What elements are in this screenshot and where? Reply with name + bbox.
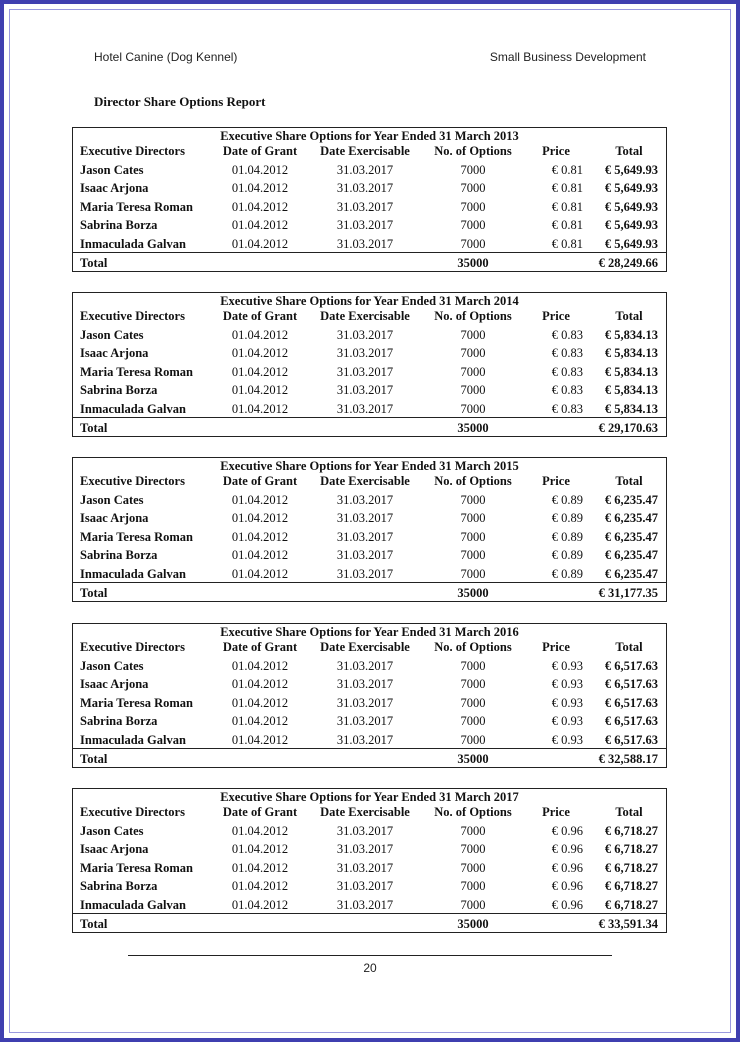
- cell-exercisable: 31.03.2017: [336, 181, 394, 195]
- cell-name: Sabrina Borza: [80, 218, 158, 232]
- cell-price: € 0.89: [551, 548, 583, 562]
- cell-options: 7000: [460, 163, 486, 177]
- cell-total: € 6,718.27: [604, 824, 658, 838]
- header-right: Small Business Development: [489, 50, 646, 64]
- cell-total: € 6,718.27: [604, 861, 658, 875]
- cell-price: € 0.81: [551, 163, 583, 177]
- column-header: No. of Options: [434, 309, 512, 323]
- cell-grant: 01.04.2012: [231, 346, 289, 360]
- cell-grant: 01.04.2012: [231, 530, 289, 544]
- cell-grant: 01.04.2012: [231, 493, 289, 507]
- cell-total: € 6,517.63: [604, 677, 658, 691]
- table-row: [73, 676, 666, 692]
- total-label: Total: [80, 421, 108, 435]
- table-caption-row: [73, 128, 666, 144]
- total-divider: [73, 748, 666, 749]
- cell-name: Sabrina Borza: [80, 714, 158, 728]
- column-header: Executive Directors: [80, 640, 185, 654]
- table-header-row: [73, 804, 666, 820]
- cell-name: Isaac Arjona: [80, 181, 149, 195]
- cell-total: € 6,235.47: [604, 530, 658, 544]
- cell-exercisable: 31.03.2017: [336, 530, 394, 544]
- cell-grant: 01.04.2012: [231, 714, 289, 728]
- cell-exercisable: 31.03.2017: [336, 824, 394, 838]
- cell-total: € 6,718.27: [604, 879, 658, 893]
- cell-price: € 0.83: [551, 383, 583, 397]
- total-divider: [73, 913, 666, 914]
- cell-total: € 5,834.13: [604, 346, 658, 360]
- column-header: Total: [615, 474, 643, 488]
- table-row: [73, 382, 666, 398]
- table-row: [73, 878, 666, 894]
- table-row: [73, 492, 666, 508]
- cell-exercisable: 31.03.2017: [336, 567, 394, 581]
- column-header: Total: [615, 640, 643, 654]
- cell-price: € 0.83: [551, 402, 583, 416]
- cell-name: Inmaculada Galvan: [80, 237, 186, 251]
- cell-name: Jason Cates: [80, 493, 144, 507]
- table-row: [73, 364, 666, 380]
- cell-exercisable: 31.03.2017: [336, 696, 394, 710]
- cell-exercisable: 31.03.2017: [336, 383, 394, 397]
- total-divider: [73, 417, 666, 418]
- cell-exercisable: 31.03.2017: [336, 346, 394, 360]
- cell-name: Inmaculada Galvan: [80, 898, 186, 912]
- total-options: 35000: [457, 586, 489, 600]
- cell-options: 7000: [460, 714, 486, 728]
- column-header: Price: [542, 144, 570, 158]
- table-row: [73, 510, 666, 526]
- cell-grant: 01.04.2012: [231, 898, 289, 912]
- cell-total: € 5,834.13: [604, 383, 658, 397]
- table-header-row: [73, 639, 666, 655]
- total-options: 35000: [457, 752, 489, 766]
- cell-price: € 0.96: [551, 861, 583, 875]
- cell-name: Isaac Arjona: [80, 346, 149, 360]
- cell-options: 7000: [460, 237, 486, 251]
- cell-price: € 0.93: [551, 677, 583, 691]
- cell-options: 7000: [460, 677, 486, 691]
- cell-price: € 0.89: [551, 493, 583, 507]
- cell-total: € 5,649.93: [604, 163, 658, 177]
- total-amount: € 28,249.66: [598, 256, 658, 270]
- cell-total: € 6,718.27: [604, 898, 658, 912]
- cell-options: 7000: [460, 493, 486, 507]
- table-caption-row: [73, 624, 666, 640]
- cell-options: 7000: [460, 181, 486, 195]
- cell-name: Jason Cates: [80, 659, 144, 673]
- cell-options: 7000: [460, 879, 486, 893]
- cell-grant: 01.04.2012: [231, 879, 289, 893]
- cell-name: Maria Teresa Roman: [80, 365, 193, 379]
- total-label: Total: [80, 752, 108, 766]
- cell-options: 7000: [460, 898, 486, 912]
- cell-grant: 01.04.2012: [231, 511, 289, 525]
- cell-options: 7000: [460, 861, 486, 875]
- column-header: Price: [542, 309, 570, 323]
- column-header: Price: [542, 640, 570, 654]
- table-caption: Executive Share Options for Year Ended 31 March 2015: [220, 459, 519, 473]
- report-title: Director Share Options Report: [94, 94, 266, 109]
- cell-exercisable: 31.03.2017: [336, 511, 394, 525]
- cell-grant: 01.04.2012: [231, 237, 289, 251]
- table-row: [73, 841, 666, 857]
- cell-total: € 6,235.47: [604, 493, 658, 507]
- footer-divider: [128, 955, 612, 956]
- total-divider: [73, 252, 666, 253]
- cell-name: Maria Teresa Roman: [80, 530, 193, 544]
- cell-price: € 0.93: [551, 659, 583, 673]
- column-header: Executive Directors: [80, 805, 185, 819]
- cell-name: Isaac Arjona: [80, 511, 149, 525]
- cell-name: Jason Cates: [80, 328, 144, 342]
- cell-total: € 6,235.47: [604, 548, 658, 562]
- cell-price: € 0.81: [551, 218, 583, 232]
- table-row: [73, 236, 666, 252]
- cell-exercisable: 31.03.2017: [336, 365, 394, 379]
- table-total-row: [73, 751, 666, 767]
- cell-exercisable: 31.03.2017: [336, 898, 394, 912]
- cell-total: € 6,517.63: [604, 733, 658, 747]
- cell-price: € 0.83: [551, 328, 583, 342]
- cell-price: € 0.83: [551, 346, 583, 360]
- column-header: No. of Options: [434, 474, 512, 488]
- cell-options: 7000: [460, 402, 486, 416]
- cell-total: € 6,517.63: [604, 696, 658, 710]
- cell-price: € 0.93: [551, 714, 583, 728]
- cell-name: Inmaculada Galvan: [80, 567, 186, 581]
- table-row: [73, 823, 666, 839]
- cell-options: 7000: [460, 548, 486, 562]
- cell-grant: 01.04.2012: [231, 163, 289, 177]
- table-row: [73, 217, 666, 233]
- cell-exercisable: 31.03.2017: [336, 714, 394, 728]
- cell-total: € 5,649.93: [604, 218, 658, 232]
- table-row: [73, 566, 666, 582]
- table-total-row: [73, 420, 666, 436]
- table-caption: Executive Share Options for Year Ended 31 March 2013: [220, 129, 519, 143]
- cell-options: 7000: [460, 346, 486, 360]
- table-caption: Executive Share Options for Year Ended 31 March 2014: [220, 294, 519, 308]
- table-row: [73, 327, 666, 343]
- table-caption-row: [73, 789, 666, 805]
- cell-exercisable: 31.03.2017: [336, 659, 394, 673]
- cell-options: 7000: [460, 218, 486, 232]
- column-header: Price: [542, 805, 570, 819]
- table-caption-row: [73, 458, 666, 474]
- column-header: No. of Options: [434, 640, 512, 654]
- cell-name: Jason Cates: [80, 824, 144, 838]
- cell-total: € 6,517.63: [604, 714, 658, 728]
- cell-grant: 01.04.2012: [231, 548, 289, 562]
- cell-name: Sabrina Borza: [80, 383, 158, 397]
- cell-grant: 01.04.2012: [231, 365, 289, 379]
- column-header: Total: [615, 144, 643, 158]
- cell-grant: 01.04.2012: [231, 383, 289, 397]
- share-options-table: [72, 457, 667, 602]
- total-label: Total: [80, 917, 108, 931]
- column-header: Date of Grant: [222, 805, 298, 819]
- table-row: [73, 162, 666, 178]
- table-row: [73, 732, 666, 748]
- cell-exercisable: 31.03.2017: [336, 677, 394, 691]
- share-options-table: [72, 623, 667, 768]
- cell-options: 7000: [460, 365, 486, 379]
- table-row: [73, 713, 666, 729]
- cell-price: € 0.89: [551, 511, 583, 525]
- table-header-row: [73, 308, 666, 324]
- cell-exercisable: 31.03.2017: [336, 218, 394, 232]
- cell-total: € 5,649.93: [604, 200, 658, 214]
- page-number: 20: [363, 961, 377, 975]
- table-row: [73, 658, 666, 674]
- cell-options: 7000: [460, 824, 486, 838]
- cell-price: € 0.96: [551, 842, 583, 856]
- cell-options: 7000: [460, 383, 486, 397]
- cell-price: € 0.81: [551, 200, 583, 214]
- table-total-row: [73, 916, 666, 932]
- table-row: [73, 695, 666, 711]
- column-header: Total: [615, 309, 643, 323]
- cell-options: 7000: [460, 733, 486, 747]
- cell-grant: 01.04.2012: [231, 842, 289, 856]
- table-caption: Executive Share Options for Year Ended 31 March 2017: [220, 790, 519, 804]
- cell-grant: 01.04.2012: [231, 402, 289, 416]
- cell-price: € 0.93: [551, 696, 583, 710]
- column-header: Price: [542, 474, 570, 488]
- cell-options: 7000: [460, 842, 486, 856]
- total-options: 35000: [457, 421, 489, 435]
- cell-price: € 0.83: [551, 365, 583, 379]
- cell-name: Sabrina Borza: [80, 879, 158, 893]
- table-total-row: [73, 255, 666, 271]
- cell-total: € 6,235.47: [604, 567, 658, 581]
- cell-price: € 0.81: [551, 237, 583, 251]
- cell-total: € 5,834.13: [604, 365, 658, 379]
- total-options: 35000: [457, 256, 489, 270]
- cell-name: Maria Teresa Roman: [80, 861, 193, 875]
- share-options-table: [72, 788, 667, 933]
- table-header-row: [73, 473, 666, 489]
- cell-grant: 01.04.2012: [231, 218, 289, 232]
- table-row: [73, 180, 666, 196]
- cell-exercisable: 31.03.2017: [336, 733, 394, 747]
- column-header: Date of Grant: [222, 309, 298, 323]
- cell-price: € 0.89: [551, 530, 583, 544]
- column-header: Date Exercisable: [320, 805, 410, 819]
- column-header: Date Exercisable: [320, 309, 410, 323]
- share-options-table: [72, 292, 667, 437]
- table-header-row: [73, 143, 666, 159]
- table-row: [73, 897, 666, 913]
- cell-name: Inmaculada Galvan: [80, 402, 186, 416]
- cell-total: € 5,834.13: [604, 402, 658, 416]
- table-total-row: [73, 585, 666, 601]
- total-amount: € 32,588.17: [598, 752, 658, 766]
- cell-total: € 5,834.13: [604, 328, 658, 342]
- cell-total: € 5,649.93: [604, 181, 658, 195]
- cell-options: 7000: [460, 511, 486, 525]
- cell-price: € 0.81: [551, 181, 583, 195]
- cell-grant: 01.04.2012: [231, 328, 289, 342]
- cell-name: Jason Cates: [80, 163, 144, 177]
- total-label: Total: [80, 256, 108, 270]
- cell-total: € 6,235.47: [604, 511, 658, 525]
- cell-exercisable: 31.03.2017: [336, 548, 394, 562]
- cell-exercisable: 31.03.2017: [336, 879, 394, 893]
- cell-name: Maria Teresa Roman: [80, 696, 193, 710]
- cell-price: € 0.96: [551, 824, 583, 838]
- cell-grant: 01.04.2012: [231, 677, 289, 691]
- total-options: 35000: [457, 917, 489, 931]
- cell-price: € 0.93: [551, 733, 583, 747]
- cell-price: € 0.89: [551, 567, 583, 581]
- table-row: [73, 860, 666, 876]
- total-amount: € 29,170.63: [598, 421, 658, 435]
- total-divider: [73, 582, 666, 583]
- column-header: Total: [615, 805, 643, 819]
- column-header: Date of Grant: [222, 640, 298, 654]
- cell-options: 7000: [460, 200, 486, 214]
- cell-exercisable: 31.03.2017: [336, 328, 394, 342]
- cell-options: 7000: [460, 328, 486, 342]
- cell-grant: 01.04.2012: [231, 200, 289, 214]
- cell-exercisable: 31.03.2017: [336, 861, 394, 875]
- cell-options: 7000: [460, 696, 486, 710]
- cell-name: Inmaculada Galvan: [80, 733, 186, 747]
- column-header: Executive Directors: [80, 309, 185, 323]
- table-row: [73, 401, 666, 417]
- total-label: Total: [80, 586, 108, 600]
- cell-exercisable: 31.03.2017: [336, 493, 394, 507]
- cell-name: Maria Teresa Roman: [80, 200, 193, 214]
- cell-total: € 5,649.93: [604, 237, 658, 251]
- cell-grant: 01.04.2012: [231, 824, 289, 838]
- cell-options: 7000: [460, 659, 486, 673]
- cell-exercisable: 31.03.2017: [336, 842, 394, 856]
- cell-name: Sabrina Borza: [80, 548, 158, 562]
- table-caption-row: [73, 293, 666, 309]
- cell-price: € 0.96: [551, 879, 583, 893]
- table-caption: Executive Share Options for Year Ended 31 March 2016: [220, 625, 519, 639]
- cell-name: Isaac Arjona: [80, 842, 149, 856]
- cell-exercisable: 31.03.2017: [336, 402, 394, 416]
- column-header: Date of Grant: [222, 144, 298, 158]
- cell-total: € 6,718.27: [604, 842, 658, 856]
- cell-name: Isaac Arjona: [80, 677, 149, 691]
- cell-exercisable: 31.03.2017: [336, 200, 394, 214]
- cell-grant: 01.04.2012: [231, 733, 289, 747]
- column-header: Executive Directors: [80, 474, 185, 488]
- cell-grant: 01.04.2012: [231, 659, 289, 673]
- cell-exercisable: 31.03.2017: [336, 237, 394, 251]
- table-row: [73, 547, 666, 563]
- cell-total: € 6,517.63: [604, 659, 658, 673]
- column-header: Executive Directors: [80, 144, 185, 158]
- total-amount: € 33,591.34: [598, 917, 658, 931]
- table-row: [73, 199, 666, 215]
- column-header: No. of Options: [434, 805, 512, 819]
- cell-grant: 01.04.2012: [231, 567, 289, 581]
- cell-exercisable: 31.03.2017: [336, 163, 394, 177]
- column-header: Date Exercisable: [320, 640, 410, 654]
- share-options-table: [72, 127, 667, 272]
- column-header: Date of Grant: [222, 474, 298, 488]
- cell-options: 7000: [460, 530, 486, 544]
- cell-grant: 01.04.2012: [231, 181, 289, 195]
- cell-grant: 01.04.2012: [231, 696, 289, 710]
- column-header: Date Exercisable: [320, 474, 410, 488]
- cell-grant: 01.04.2012: [231, 861, 289, 875]
- header-left: Hotel Canine (Dog Kennel): [94, 50, 238, 64]
- column-header: Date Exercisable: [320, 144, 410, 158]
- table-row: [73, 529, 666, 545]
- total-amount: € 31,177.35: [598, 586, 658, 600]
- cell-options: 7000: [460, 567, 486, 581]
- table-row: [73, 345, 666, 361]
- cell-price: € 0.96: [551, 898, 583, 912]
- column-header: No. of Options: [434, 144, 512, 158]
